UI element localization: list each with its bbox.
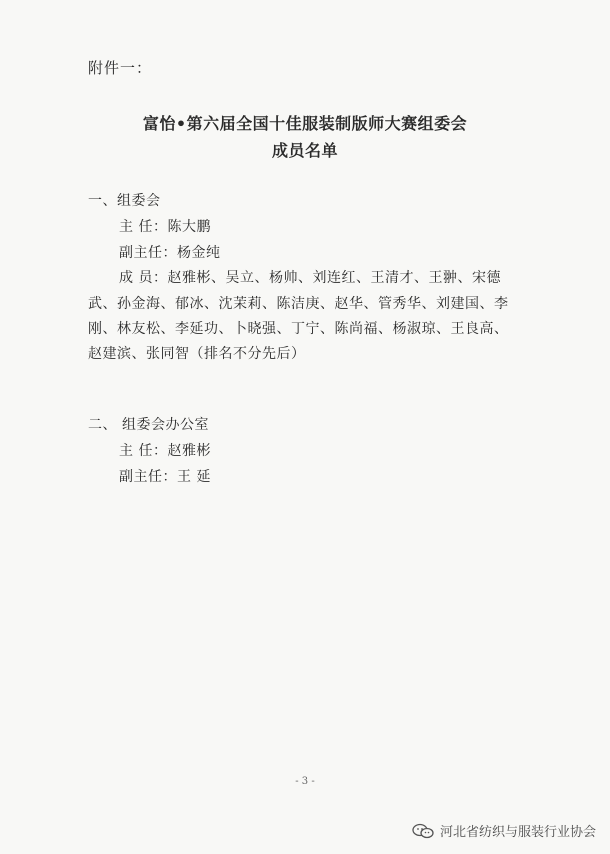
section1-chair-value: 陈大鹏 [167,219,211,235]
wechat-icon [412,823,434,839]
section1-members-row [119,267,501,287]
document-subtitle: 成员名单 [271,141,338,160]
section2-chair-row [119,440,211,460]
section2-chair-value: 赵雅彬 [167,443,211,459]
section1-vice-row [119,242,221,262]
attachment-label: 附件一： [88,59,153,77]
page-number: - 3 - [295,776,315,787]
watermark-text: 河北省纺织与服装行业协会 [439,825,596,840]
section2-heading: 二、 组委会办公室 [88,417,209,433]
section2-vice-row [119,466,211,486]
section2-vice-value: 王 延 [177,469,211,485]
watermark [412,821,596,840]
section2-vice-label: 副主任： [119,469,177,485]
section1-chair-row [119,216,211,236]
document-title: 富怡•第六届全国十佳服装制版师大赛组委会 [142,114,468,133]
section1-chair-label: 主 任： [119,219,168,235]
section1-members-label: 成 员： [119,270,168,286]
section1-members-line1: 赵雅彬、吴立、杨帅、刘连红、王清才、王翀、宋德 [167,270,501,286]
section1-members-line3: 刚、林友松、李延功、卜晓强、丁宁、陈尚福、杨淑琼、王良高、 [88,321,509,337]
section1-heading: 一、组委会 [88,193,161,209]
section1-members-line4: 赵建滨、张同智（排名不分先后） [88,346,306,362]
section1-members-line2: 武、孙金海、郁冰、沈茉莉、陈洁庚、赵华、管秀华、刘建国、李 [88,296,509,312]
section2-chair-label: 主 任： [119,443,168,459]
section1-vice-label: 副主任： [119,245,177,261]
section1-vice-value: 杨金纯 [177,245,221,261]
